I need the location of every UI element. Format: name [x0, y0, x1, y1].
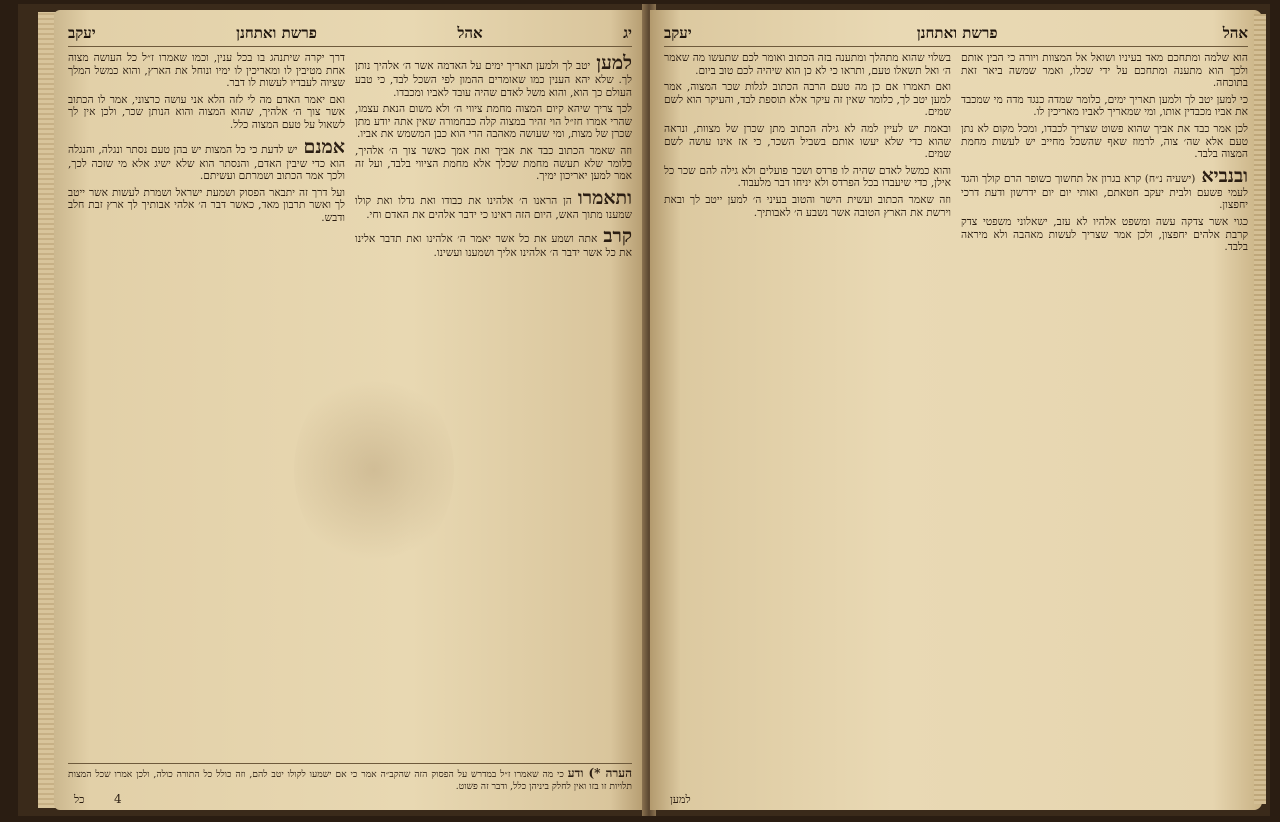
running-head [68, 20, 632, 47]
paragraph-text: לכך צריך שיהא קיום המצוה מחמת ציווי ה׳ ולא משום הנאת עצמו, שהרי אמרו חז״ל הוי זהיר במצוה קלה כבחמורה שאין אתה יודע מתן שכרן של מצות, ומי שעושה מאהבה הרי הוא כבן המשמש את אביו. [355, 103, 632, 141]
paragraph-text: הוא שלמה ומתחכם מאד בעיניו ושואל אל המצוות ויורה כי הבין אותם ולכך הוא מתענה ומתחכם על ידי שכלו, ואמר שמשה ביאר זאת בתוכחה. [961, 52, 1248, 90]
text-column-left [68, 52, 345, 700]
footnote-text: כי מה שאמרו ז״ל במדרש על הפסוק הזה שהקב״ה אמר כי אם ישמעו לקולו יטב להם, וזה כולל כל התורה כולה, ולכן אמרו שכל המצות תלויות זו בזו ואין לחלק ביניהן כלל, ודבר זה פשוט. [68, 769, 632, 792]
footnote-label: הערה *) ודע [567, 766, 632, 781]
paragraph-text: כי למען יטב לך ולמען תאריך ימים, כלומר שמדה כנגד מדה מי שמכבד את אביו מכבדין אותו, ומי שמאריך לאביו מאריכין לו. [961, 93, 1248, 119]
paragraph-text: ובאמת יש לעיין למה לא גילה הכתוב מתן שכרן של מצוות, ונראה שהוא כדי שלא יעשו אותם בשביל השכר, כי אז אינו עושה לשם שמים. [664, 122, 951, 161]
paragraph-text: ואם יאמר האדם מה לי לזה הלא אני עושה כרצוני, אמר לו הכתוב אשר צוך ה׳ אלהיך, שהוא המצוה והוא הנותן שכר, ולכן אין לך לשאול על טעם המצוה כלל. [68, 93, 345, 131]
footnote [68, 763, 632, 792]
catchword: כל [74, 793, 85, 806]
running-head-left: יעקב [68, 23, 96, 42]
section-heading: ותאמרו [577, 186, 632, 209]
text-column-left [664, 52, 951, 780]
section-heading: למען [596, 52, 632, 74]
text-column-right [961, 52, 1248, 780]
paragraph-text: הן הראנו ה׳ אלהינו את כבודו ואת גדלו ואת קולו שמענו מתוך האש, היום הזה ראינו כי ידבר אלהים את האדם וחי. [355, 194, 632, 221]
section-heading: ובנביא [1201, 164, 1248, 187]
open-book [18, 4, 1270, 816]
section-heading: אמנם [303, 135, 345, 158]
main-text [664, 52, 1248, 780]
running-head-left: יעקב [664, 23, 692, 42]
paragraph-text: והוא כמשל לאדם שהיה לו פרדס ושכר פועלים ולא גילה להם שכר כל אילן, כדי שיעבדו בכל הפרדס ולא יניחו דבר מלעבוד. [664, 164, 951, 190]
running-head-right: אהל [457, 23, 483, 42]
paragraph-text: דרך יקרה שיתנהג בו בכל ענין, וכמו שאמרו ז״ל כל העושה מצוה אחת מטיבין לו ומאריכין לו ימיו ונוחל את הארץ, והוא כמשל המלך שציוה לעבדיו לעשות לו דבר. [68, 52, 345, 90]
page-edges-right [1254, 14, 1266, 804]
running-head-page-number: יג [623, 23, 632, 42]
paragraph-text: ועל דרך זה יתבאר הפסוק ושמעת ישראל ושמרת לעשות אשר ייטב לך ואשר תרבון מאד, כאשר דבר ה׳ אלהי אבותיך לך ארץ זבת חלב ודבש. [68, 186, 345, 224]
paragraph-text: לכן אמר כבד את אביך שהוא פשוט שצריך לכבדו, ומכל מקום לא נתן טעם אלא שה׳ צוה, לרמוז שאף שהשכל מחייב יש לעשות מחמת המצוה בלבד. [961, 122, 1248, 161]
section-heading: קרב [603, 225, 632, 248]
left-page [54, 10, 646, 810]
running-head [664, 20, 1248, 47]
right-page [650, 10, 1262, 810]
paragraph-text: כגוי אשר צדקה עשה ומשפט אלהיו לא עזב, ישאלוני משפטי צדק קרבת אלהים יחפצון, ולכן אמר שצריך לעשות מאהבה ולא מיראה בלבד. [961, 215, 1248, 254]
paragraph-text: (ישעיה נ״ח) קרא בגרון אל תחשוך כשופר הרם קולך והגד לעמי פשעם ולבית יעקב חטאתם, ואותי יום יום ידרשון ודעת דרכי יחפצון. [961, 172, 1248, 212]
paragraph-text: בשלוי שהוא מתהלך ומתענה בזה הכתוב ואומר לכם שתעשו מה שאמר ה׳ ואל תשאלו טעם, ותראו כי לא כן הוא שיהיה לכם טוב ביום. [664, 52, 951, 77]
running-head-center: פרשת ואתחנן [236, 23, 317, 42]
paper-stain [294, 370, 454, 570]
paragraph-text: יטב לך ולמען תאריך ימים על האדמה אשר ה׳ אלהיך נותן לך. שלא יהא הענין כמו שאומרים ההמון לפי השכל לבד, כי טבע העולם כך הוא, והוא משל לאדם שהיה עובד לאביו ומכבדו. [355, 60, 632, 99]
catchword: למען [670, 793, 691, 806]
running-head-right: אהל [1222, 23, 1248, 42]
paragraph-text: וזה שאמר הכתוב ועשית הישר והטוב בעיני ה׳ למען ייטב לך ובאת וירשת את הארץ הטובה אשר נשבע ה׳ לאבותיך. [664, 193, 951, 219]
running-head-center: פרשת ואתחנן [916, 23, 998, 42]
paragraph-text: יש לדעת כי כל המצות יש בהן טעם נסתר ונגלה, והנגלה הוא כדי שיבין האדם, והנסתר הוא שלא ישיג אלא מי שזכה לכך, ולכך אמר הכתוב ושמרתם ועשיתם. [68, 143, 345, 183]
paragraph-text: אתה ושמע את כל אשר יאמר ה׳ אלהינו ואת תדבר אלינו את כל אשר ידבר ה׳ אלהינו אליך ושמענו ועשינו. [355, 233, 632, 260]
signature-mark: 4 [114, 792, 122, 806]
paragraph-text: ואם תאמרו אם כן מה טעם הרבה הכתוב לגלות שכר המצוה, אמר למען יטב לך, כלומר שאין זה עיקר אלא תוספת לבד, והעיקר הוא לשם שמים. [664, 81, 951, 119]
paragraph-text: וזה שאמר הכתוב כבד את אביך ואת אמך כאשר צוך ה׳ אלהיך, כלומר שלא תעשה מחמת שכלך אלא מחמת הציווי בלבד, ועל זה אמר למען יאריכון ימיך. [355, 144, 632, 183]
